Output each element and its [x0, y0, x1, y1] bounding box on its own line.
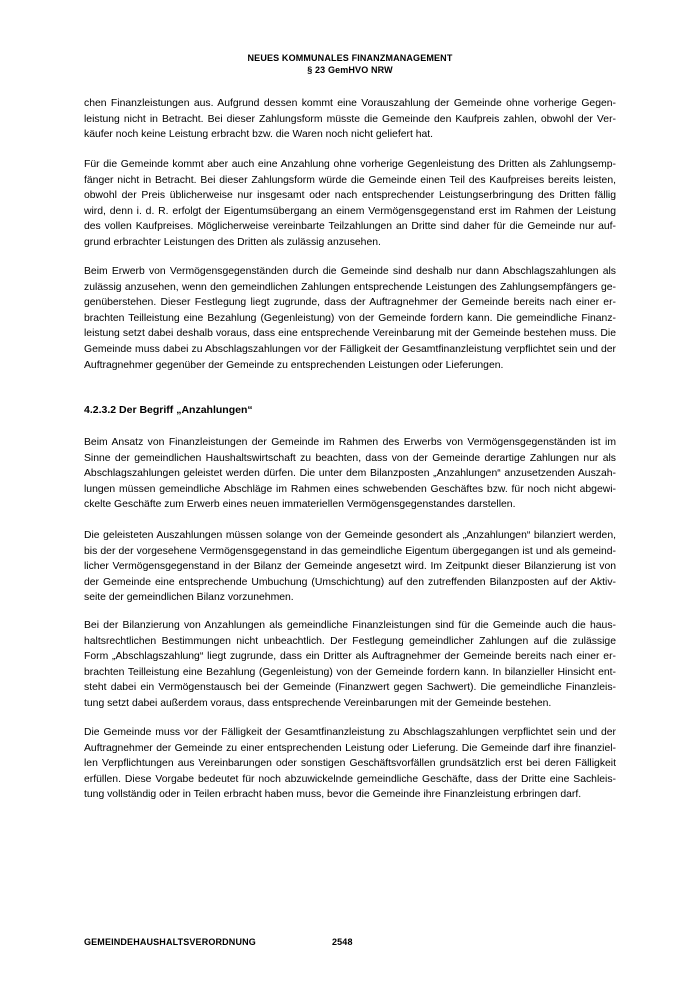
text-line: steht dabei ein Vermögenstausch bei der Gemeinde (Finanzwert gegen Sachwert). Die gemeindliche Finanzleis-	[84, 682, 616, 694]
paragraph-2	[84, 157, 616, 251]
text-line: obwohl der Preis üblicherweise nur insgesamt oder nach entsprechender Leistungserbringung des Dritten fällig	[84, 190, 616, 202]
text-line: Für die Gemeinde kommt aber auch eine Anzahlung ohne vorherige Gegenleistung des Dritten als Zahlungsemp-	[84, 159, 616, 170]
text-line: Die geleisteten Auszahlungen müssen solange von der Gemeinde gesondert als „Anzahlungen“ bilanziert werden,	[84, 530, 616, 541]
text-line: leistung nicht in Betracht. Bei dieser Zahlungsform müsste die Gemeinde den Kaufpreis zahlen, obwohl der Ver-	[84, 113, 616, 125]
text-line: tung setzt dabei außerdem voraus, dass entsprechende Vereinbarungen mit der Gemeinde bestehen.	[84, 697, 552, 709]
text-line: käufer noch keine Leistung erbracht bzw. die Waren noch nicht geliefert hat.	[84, 129, 434, 141]
paragraph-1	[84, 96, 616, 143]
header-title: NEUES KOMMUNALES FINANZMANAGEMENT	[247, 53, 453, 63]
text-line: Die Gemeinde muss vor der Fälligkeit der Gesamtfinanzleistung zu Abschlagszahlungen verpflichtet sein und der	[84, 727, 616, 738]
text-line: Gemeinde muss dabei zu Abschlagszahlungen vor der Fälligkeit der Gesamtfinanzleistung verpflichtet sein und der	[84, 343, 616, 355]
text-line: ckelte Geschäfte zum Erwerb eines neuen immateriellen Vermögensgegenstandes darstellen.	[84, 499, 516, 511]
text-line: der Gemeinde eine entsprechende Umbuchung (Umschichtung) auf den zutreffenden Bilanzposten auf der Aktiv-	[84, 576, 616, 588]
text-line: Auftragnehmer gegenüber der Gemeinde zu entsprechenden Leistungen oder Lieferungen.	[84, 359, 504, 371]
text-line: len Verpflichtungen aus Vereinbarungen oder sonstigen Geschäftsvorfällen grundsätzlich erst bei deren Fälligkeit	[84, 758, 616, 770]
text-line: tung vollständig oder in Teilen erbracht haben muss, bevor die Gemeinde ihre Finanzleistung erbringen darf.	[84, 789, 582, 801]
footer-label: GEMEINDEHAUSHALTSVERORDNUNG	[84, 937, 256, 947]
paragraph-3	[84, 264, 616, 373]
document-header	[84, 53, 616, 76]
paragraph-7	[84, 725, 616, 803]
text-line: seite der gemeindlichen Bilanz vorzunehmen.	[84, 592, 294, 604]
text-line: Auftragnehmer der Gemeinde zu einer entsprechenden Leistung oder Lieferung. Die Gemeinde darf ihre finanziel-	[84, 742, 616, 754]
document-footer	[84, 936, 616, 948]
text-line: haltsrechtlichen Bestimmungen nicht unbeachtlich. Der Festlegung gemeindlicher Zahlungen auf die zulässige	[84, 635, 616, 647]
text-line: grund erbrachter Leistungen des Dritten als zulässig anzusehen.	[84, 236, 381, 248]
paragraph-6	[84, 618, 616, 712]
paragraph-5	[84, 528, 616, 606]
section-heading: 4.2.3.2 Der Begriff „Anzahlungen“	[84, 404, 253, 416]
text-line: wird, denn i. d. R. erfolgt der Eigentumsübergang an einem Vermögensgegenstand erst im Rahmen der Leistung	[84, 205, 616, 217]
text-line: leistung setzt dabei deshalb voraus, dass eine entsprechende Vereinbarung mit der Gemeinde bestehen muss. Die	[84, 328, 616, 340]
header-subtitle: § 23 GemHVO NRW	[307, 64, 393, 75]
text-line: fänger nicht in Betracht. Bei dieser Zahlungsform würde die Gemeinde einen Teil des Kaufpreises bereits leisten,	[84, 174, 616, 186]
text-line: Abschlagszahlungen geleistet werden dürfen. Die unter dem Bilanzposten „Anzahlungen“ anzusetzenden Auszah-	[84, 468, 616, 480]
text-line: genüberstehen. Dieser Festlegung liegt zugrunde, dass der Auftragnehmer der Gemeinde bereits nach einer er-	[84, 297, 616, 309]
text-line: brachten Teilleistung eine Bezahlung (Gegenleistung) von der Gemeinde fordern kann. In bilanzieller Hinsicht ent-	[84, 666, 616, 678]
text-line: Beim Erwerb von Vermögensgegenständen durch die Gemeinde sind deshalb nur dann Abschlagszahlungen als	[84, 266, 616, 277]
text-line: erfüllen. Diese Vorgabe bedeutet für noch abzuwickelnde gemeindliche Geschäfte, dass der Dritte eine Sachleis-	[84, 773, 616, 785]
text-line: Form „Abschlagszahlung“ liegt zugrunde, dass ein Dritter als Auftragnehmer der Gemeinde bereits nach einer er-	[84, 651, 616, 663]
text-line: licher Vermögensgegenstand in der Bilanz der Gemeinde angesetzt wird. Im Zeitpunkt dieser Bilanzierung ist von	[84, 561, 616, 573]
text-line: Sinne der gemeindlichen Haushaltswirtschaft zu beachten, dass von der Gemeinde derartige Zahlungen nur als	[84, 452, 616, 464]
text-line: des vollen Kaufpreises. Möglicherweise vereinbarte Teilzahlungen an Dritte sind daher für die Gemeinde nur auf-	[84, 221, 616, 233]
paragraph-4	[84, 435, 616, 513]
text-line: Beim Ansatz von Finanzleistungen der Gemeinde im Rahmen des Erwerbs von Vermögensgegenständen ist im	[84, 437, 616, 448]
text-line: Bei der Bilanzierung von Anzahlungen als gemeindliche Finanzleistungen sind für die Gemeinde auch die haus-	[84, 620, 616, 631]
text-line: lungen müssen gemeindliche Abschläge im Rahmen eines schwebenden Geschäftes bzw. für noch nicht abgewi-	[84, 483, 616, 495]
text-line: bis der der vorgesehene Vermögensgegenstand in das gemeindliche Eigentum übergegangen ist und als gemeind-	[84, 545, 616, 557]
text-line: chen Finanzleistungen aus. Aufgrund dessen kommt eine Vorauszahlung der Gemeinde ohne vorherige Gegen-	[84, 98, 616, 109]
text-line: zulässig anzusehen, wenn den gemeindlichen Zahlungen entsprechende Leistungen des Zahlungsempfängers ge-	[84, 281, 616, 293]
page-number: 2548	[332, 937, 353, 947]
text-line: brachten Teilleistung eine Bezahlung (Gegenleistung) von der Gemeinde fordern kann. Die gemeindliche Finanz-	[84, 312, 616, 324]
